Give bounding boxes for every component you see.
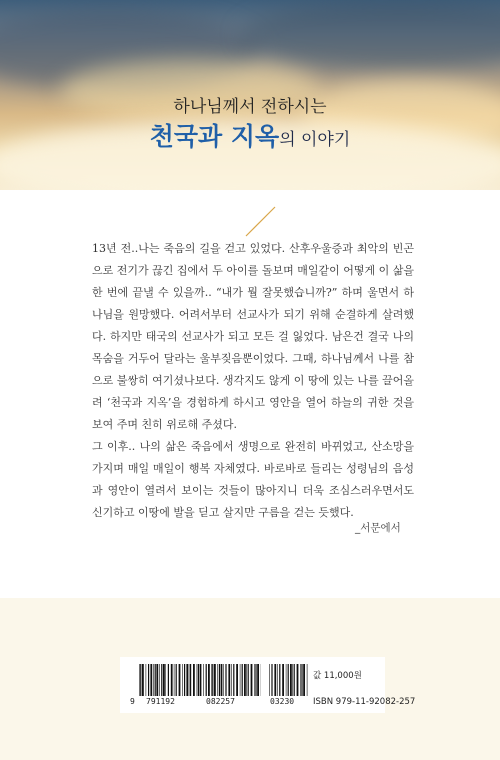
barcode-bar: [300, 664, 301, 696]
barcode-bar: [139, 664, 140, 696]
barcode-digits-group1: 791192: [146, 697, 175, 706]
barcode-bar: [271, 664, 272, 696]
barcode-bar: [206, 664, 207, 696]
cover-title-suffix: 의 이야기: [279, 130, 351, 150]
barcode-bar: [161, 664, 162, 696]
barcode-bar: [179, 664, 181, 696]
barcode-bar: [225, 664, 226, 696]
barcode-bar: [190, 664, 191, 696]
barcode-bar: [142, 664, 144, 696]
barcode-bar: [219, 664, 220, 696]
barcode-bar: [236, 664, 238, 696]
barcode-bar: [208, 664, 210, 696]
barcode-bar: [301, 664, 302, 696]
barcode-bar: [171, 664, 173, 696]
barcode-bar: [200, 664, 202, 696]
cover-subtitle: 하나님께서 전하시는: [173, 97, 327, 117]
barcode-bar: [246, 664, 247, 696]
preface-text: [92, 238, 414, 524]
barcode-bar: [156, 664, 158, 696]
barcode-bar: [251, 664, 253, 696]
barcode-bar: [148, 664, 149, 696]
barcode-bar: [303, 664, 305, 696]
barcode-bar: [221, 664, 223, 696]
barcode-digits-group2: 082257: [206, 697, 235, 706]
preface-signature: _서문에서: [355, 522, 401, 534]
barcode-digit-lead: 9: [130, 697, 135, 706]
barcode-bar: [165, 664, 166, 696]
barcode-bar: [282, 664, 284, 696]
barcode-bar: [248, 664, 249, 696]
barcode-bar: [228, 664, 230, 696]
addon-digits: 03230: [270, 697, 295, 706]
price-label: 값 11,000원: [313, 671, 362, 681]
barcode-bar: [290, 664, 292, 696]
barcode-bar: [155, 664, 156, 696]
barcode-bar: [307, 664, 308, 696]
preface-paragraph: 13년 전..나는 죽음의 길을 걷고 있었다. 산후우울증과 최악의 빈곤으로 전기가 끊긴 집에서 두 아이를 돌보며 매일같이 어떻게 이 삶을 한 번에 끝낼 수 있을까.. “내가 뭘 잘못했습니까?” 하며 울면서 하나님을 원망했다. 어려서부터 선교사가 되기 위해 순결하게 살려했다. 하지만 태국의 선교사가 되고 모든 걸 잃었다. 남은건 결국 나의 목숨을 거두어 달라는 울부짖음뿐이었다. 그때, 하나님께서 나를 참으로 불쌍히 여기셨나보다. 생각지도 않게 이 땅에 있는 나를 끌어올려 ‘천국과 지옥’을 경험하게 하시고 영안을 열어 하늘의 귀한 것을 보여 주며 친히 위로해 주셨다.: [92, 242, 414, 431]
barcode-bar: [163, 664, 165, 696]
barcode-bar: [176, 664, 177, 696]
barcode-bar: [286, 664, 287, 696]
barcode-bar: [288, 664, 289, 696]
barcode-bar: [231, 664, 232, 696]
barcode-bar: [184, 664, 185, 696]
barcode-bar: [292, 664, 293, 696]
barcode-bar: [212, 664, 213, 696]
cover-title-main: 천국과 지옥: [149, 122, 280, 151]
barcode-bar: [242, 664, 243, 696]
barcode-bar: [244, 664, 246, 696]
barcode-bar: [146, 664, 147, 696]
barcode-bar: [279, 664, 280, 696]
barcode-bar: [182, 664, 183, 696]
barcode-bar: [153, 664, 154, 696]
isbn-barcode: [139, 664, 261, 696]
barcode-bar: [240, 664, 241, 696]
barcode-bar: [254, 664, 255, 696]
decorative-line: [0, 0, 500, 240]
barcode-bar: [186, 664, 188, 696]
barcode-bar: [150, 664, 152, 696]
barcode-bar: [168, 664, 169, 696]
addon-barcode: [269, 664, 309, 696]
barcode-bar: [198, 664, 199, 696]
barcode-bar: [233, 664, 234, 696]
isbn-label: ISBN 979-11-92082-257: [313, 697, 416, 707]
barcode-bar: [211, 664, 212, 696]
barcode-bar: [255, 664, 256, 696]
barcode-bar: [217, 664, 218, 696]
barcode-bar: [140, 664, 141, 696]
barcode-bar: [193, 664, 195, 696]
barcode-bar: [294, 664, 295, 696]
barcode-bar: [214, 664, 216, 696]
barcode-bar: [174, 664, 175, 696]
barcode-bar: [269, 664, 270, 696]
barcode-bar: [189, 664, 190, 696]
barcode-bar: [257, 664, 259, 696]
barcode-bar: [274, 664, 276, 696]
barcode-bar: [197, 664, 198, 696]
barcode-bar: [159, 664, 160, 696]
barcode-bar: [297, 664, 299, 696]
barcode-bar: [203, 664, 204, 696]
barcode-bar: [277, 664, 278, 696]
barcode-bar: [223, 664, 224, 696]
preface-paragraph: 그 이후.. 나의 삶은 죽음에서 생명으로 완전히 바뀌었고, 산소망을 가지며 매일 매일이 행복 자체였다. 바로바로 들리는 성령님의 음성과 영안이 열려서 보이는 것들이 많아지니 더욱 조심스러우면서도 신기하고 이땅에 발을 딛고 살지만 구름을 걷는 듯했다.: [92, 440, 414, 519]
